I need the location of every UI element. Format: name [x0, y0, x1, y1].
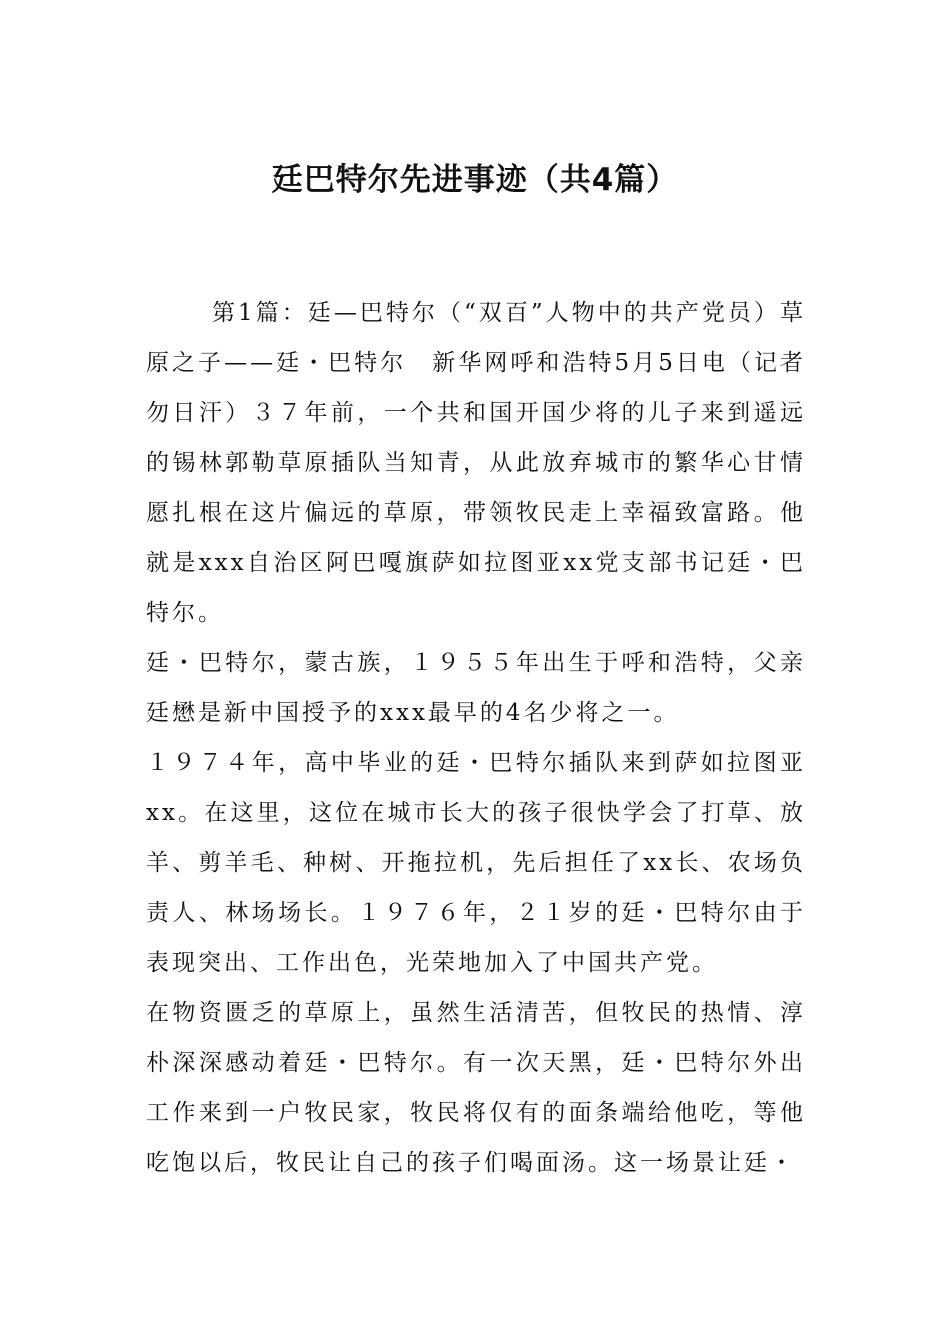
paragraph-3: １９７４年，高中毕业的廷・巴特尔插队来到萨如拉图亚xx。在这里，这位在城市长大的孩子很快学会了打草、放羊、剪羊毛、种树、开拖拉机，先后担任了xx长、农场负责人、林场场长。１９７６年，２１岁的廷・巴特尔由于表现突出、工作出色，光荣地加入了中国共产党。: [146, 750, 806, 976]
document-title: 廷巴特尔先进事迹（共4篇）: [271, 162, 679, 198]
paragraph-1: 第1篇：廷—巴特尔（“双百”人物中的共产党员）草原之子——廷・巴特尔 新华网呼和浩特5月5日电（记者勿日汗）３７年前，一个共和国开国少将的儿子来到遥远的锡林郭勒草原插队当知青，从此放弃城市的繁华心甘情愿扎根在这片偏远的草原，带领牧民走上幸福致富路。他就是xxx自治区阿巴嘎旗萨如拉图亚xx党支部书记廷・巴特尔。: [146, 300, 806, 626]
paragraph-4: 在物资匮乏的草原上，虽然生活清苦，但牧民的热情、淳朴深深感动着廷・巴特尔。有一次天黑，廷・巴特尔外出工作来到一户牧民家，牧民将仅有的面条端给他吃，等他吃饱以后，牧民让自己的孩子们喝面汤。这一场景让廷・: [146, 1000, 806, 1176]
paragraph-2: 廷・巴特尔，蒙古族，１９５５年出生于呼和浩特，父亲廷懋是新中国授予的xxx最早的4名少将之一。: [146, 650, 806, 726]
document-body: [146, 288, 806, 1188]
